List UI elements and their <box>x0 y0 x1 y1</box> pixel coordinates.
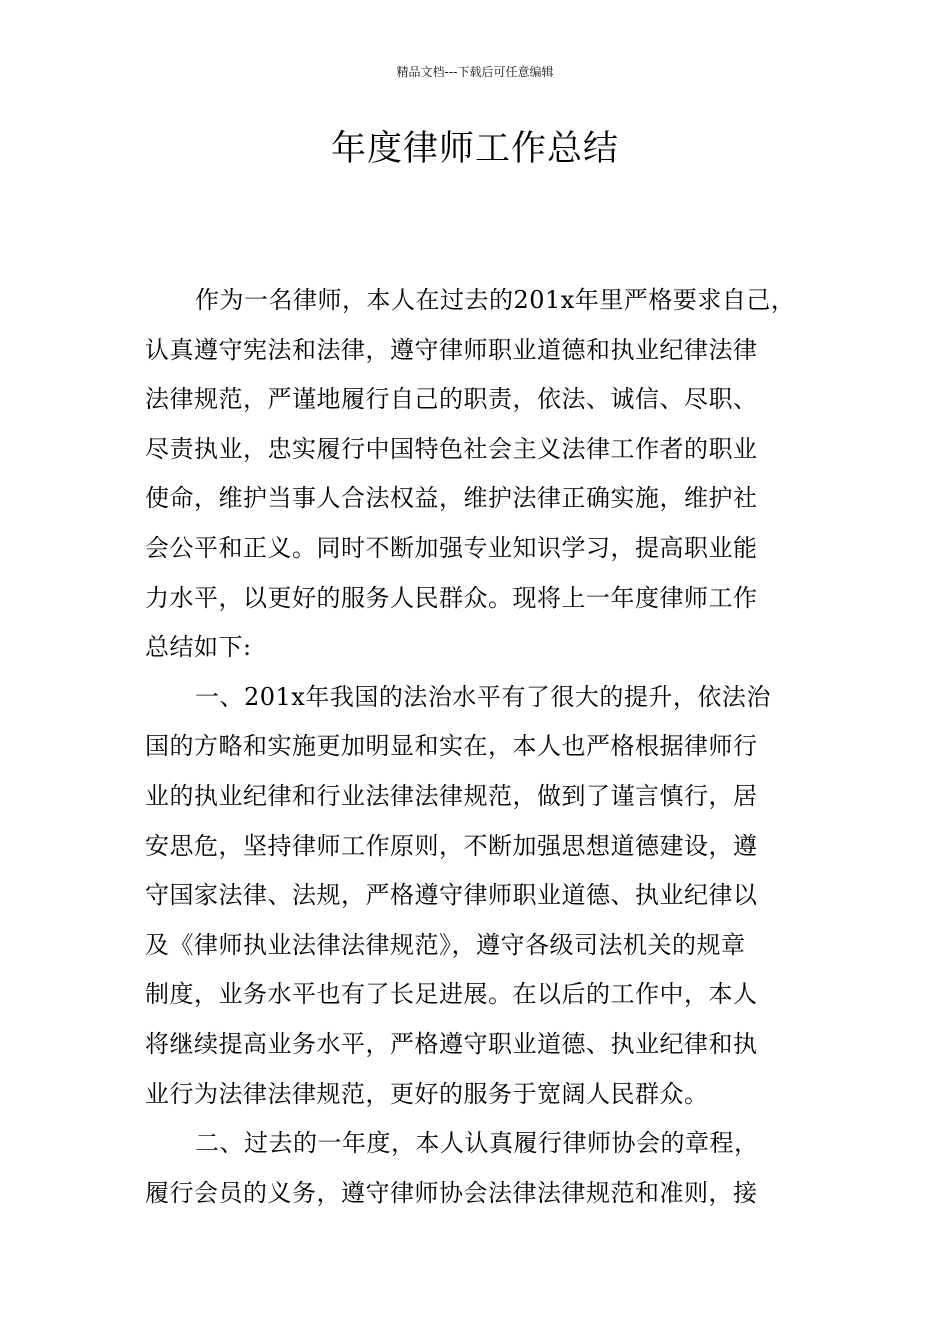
paragraph-2-line-6: 及《律师执业法律法律规范》，遵守各级司法机关的规章 <box>145 930 746 959</box>
paragraph-3-line-2: 履行会员的义务，遵守律师协会法律法律规范和准则，接 <box>145 1178 758 1207</box>
document-body <box>145 276 810 1218</box>
paragraph-2-line-2: 国的方略和实施更加明显和实在，本人也严格根据律师行 <box>145 732 758 761</box>
paragraph-2-line-4: 安思危，坚持律师工作原则，不断加强思想道德建设，遵 <box>145 831 758 860</box>
paragraph-1-line-1: 作为一名律师，本人在过去的201x年里严格要求自己， <box>195 286 796 314</box>
paragraph-1-line-7: 力水平，以更好的服务人民群众。现将上一年度律师工作 <box>145 583 758 612</box>
paragraph-2-line-5: 守国家法律、法规，严格遵守律师职业道德、执业纪律以 <box>145 881 758 910</box>
paragraph-1-line-4: 尽责执业，忠实履行中国特色社会主义法律工作者的职业 <box>145 434 758 463</box>
paragraph-2-line-3: 业的执业纪律和行业法律法律规范，做到了谨言慎行，居 <box>145 781 758 810</box>
paragraph-2-line-1: 一、201x年我国的法治水平有了很大的提升，依法治 <box>195 682 771 711</box>
paragraph-3-line-1: 二、过去的一年度，本人认真履行律师协会的章程， <box>195 1129 759 1158</box>
paragraph-2-line-8: 将继续提高业务水平，严格遵守职业道德、执业纪律和执 <box>145 1029 758 1058</box>
paragraph-2-line-9: 业行为法律法律规范，更好的服务于宽阔人民群众。 <box>145 1079 709 1108</box>
paragraph-1-line-6: 会公平和正义。同时不断加强专业知识学习，提高职业能 <box>145 533 758 562</box>
paragraph-1-line-5: 使命，维护当事人合法权益，维护法律正确实施，维护社 <box>145 484 758 513</box>
paragraph-1-line-3: 法律规范，严谨地履行自己的职责，依法、诚信、尽职、 <box>145 385 758 414</box>
page-header: 精品文档---下载后可任意编辑 <box>396 65 554 79</box>
paragraph-1-line-8: 总结如下: <box>145 633 252 662</box>
paragraph-2-line-7: 制度，业务水平也有了长足进展。在以后的工作中，本人 <box>145 980 758 1009</box>
document-title: 年度律师工作总结 <box>330 129 619 169</box>
paragraph-1-line-2: 认真遵守宪法和法律，遵守律师职业道德和执业纪律法律 <box>145 335 758 364</box>
